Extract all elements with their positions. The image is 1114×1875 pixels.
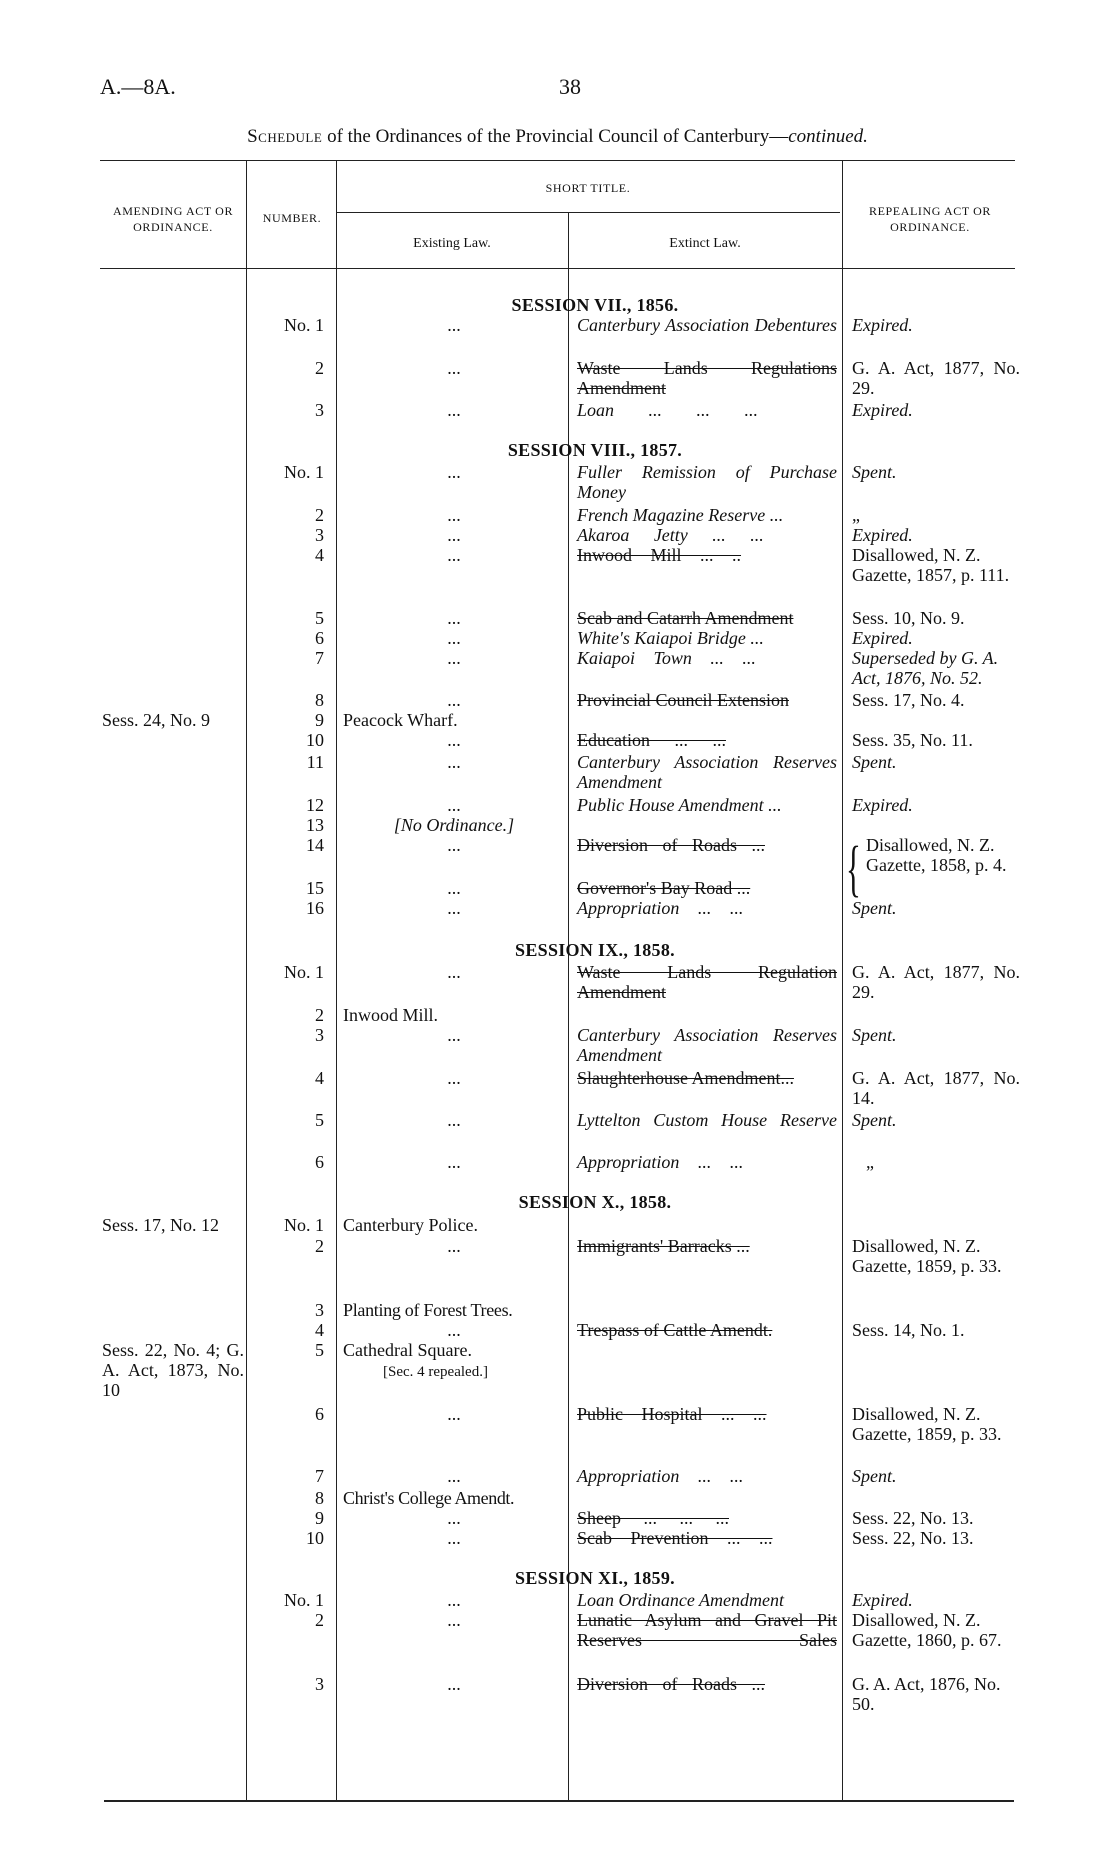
row-number: 7 — [315, 1466, 324, 1486]
extinct-law — [577, 358, 837, 398]
repealing-act: Expired. — [852, 525, 913, 545]
row-number: No. 1 — [284, 1215, 324, 1235]
schedule-word: Schedule — [247, 126, 323, 147]
repealing-act: Expired. — [852, 795, 913, 815]
repealing-act: Sess. 22, No. 13. — [852, 1508, 974, 1528]
row-number: 2 — [315, 1236, 324, 1256]
existing-law: ... — [447, 690, 461, 710]
extinct-law: Diversion of Roads ... — [577, 1674, 765, 1694]
row-number: 9 — [315, 1508, 324, 1528]
brace-glyph: { — [846, 835, 861, 903]
extinct-law: Education ... ... — [577, 730, 726, 750]
repealing-act: Expired. — [852, 628, 913, 648]
row-number: 10 — [306, 730, 324, 750]
row-number: No. 1 — [284, 315, 324, 335]
extinct-law-text: Canterbury Association Reserves Amendment — [577, 1025, 837, 1065]
repealing-act: Spent. — [852, 752, 897, 772]
table-bottom-rule — [104, 1800, 1014, 1802]
repealing-act: G. A. Act, 1877, No. 29. — [852, 358, 1020, 398]
row-number: 5 — [315, 608, 324, 628]
row-number: 2 — [315, 1610, 324, 1630]
row-number: 2 — [315, 358, 324, 378]
repealing-act: Spent. — [852, 1110, 897, 1130]
repealing-act: Spent. — [852, 462, 897, 482]
existing-law: ... — [447, 878, 461, 898]
row-number: 2 — [315, 505, 324, 525]
row-number: 10 — [306, 1528, 324, 1548]
extinct-law: French Magazine Reserve ... — [577, 505, 784, 525]
existing-law: ... — [447, 1320, 461, 1340]
existing-law: ... — [447, 1236, 461, 1256]
row-number: 14 — [306, 835, 324, 855]
row-number: 12 — [306, 795, 324, 815]
repealing-act: Sess. 35, No. 11. — [852, 730, 973, 750]
existing-law: ... — [447, 752, 461, 772]
existing-law: ... — [447, 1610, 461, 1630]
extinct-law: Appropriation ... ... — [577, 1152, 744, 1172]
extinct-law: Trespass of Cattle Amendt. — [577, 1320, 773, 1340]
existing-law: ... — [447, 1466, 461, 1486]
row-number: 3 — [315, 1300, 324, 1320]
existing-law-note: [Sec. 4 repealed.] — [383, 1364, 488, 1380]
extinct-law-text: Canterbury Association Debentures — [577, 315, 837, 335]
row-number: 7 — [315, 648, 324, 668]
extinct-law: Sheep ... ... ... — [577, 1508, 729, 1528]
existing-law: Inwood Mill. — [343, 1005, 439, 1025]
existing-law: ... — [447, 898, 461, 918]
row-number: 3 — [315, 1674, 324, 1694]
extinct-law: Scab and Catarrh Amendment — [577, 608, 794, 628]
existing-law: ... — [447, 730, 461, 750]
session-heading: SESSION VII., 1856. — [511, 295, 679, 315]
session-heading: SESSION XI., 1859. — [515, 1568, 675, 1588]
row-number: 8 — [315, 690, 324, 710]
header-extinct-law: Extinct Law. — [669, 236, 741, 251]
existing-law: Cathedral Square. — [343, 1340, 472, 1360]
extinct-law — [577, 1110, 837, 1130]
extinct-law: Loan Ordinance Amendment — [577, 1590, 784, 1610]
extinct-law — [577, 1025, 837, 1065]
header-bottom-rule — [100, 268, 1015, 269]
extinct-law — [577, 462, 837, 502]
repealing-act: Expired. — [852, 1590, 913, 1610]
repealing-act: G. A. Act, 1877, No. 14. — [852, 1068, 1020, 1108]
repealing-act: Disallowed, N. Z. Gazette, 1859, p. 33. — [852, 1404, 1002, 1444]
extinct-law: Loan ... ... ... — [577, 400, 759, 420]
extinct-law: Appropriation ... ... — [577, 1466, 744, 1486]
page-number: 38 — [559, 74, 581, 99]
extinct-law-text: Canterbury Association Reserves Amendment — [577, 752, 837, 792]
repealing-act: Superseded by G. A. Act, 1876, No. 52. — [852, 648, 999, 688]
repealing-act: Spent. — [852, 1466, 897, 1486]
existing-law: ... — [447, 1508, 461, 1528]
existing-law: ... — [447, 358, 461, 378]
repealing-act: Spent. — [852, 898, 897, 918]
header-number: NUMBER. — [262, 211, 322, 225]
row-number: No. 1 — [284, 962, 324, 982]
existing-law: ... — [447, 505, 461, 525]
repealing-act: Sess. 10, No. 9. — [852, 608, 965, 628]
row-number: 6 — [315, 1152, 324, 1172]
row-number: 4 — [315, 1320, 324, 1340]
repealing-act: Sess. 22, No. 13. — [852, 1528, 974, 1548]
row-number: 6 — [315, 1404, 324, 1424]
amending-act: Sess. 17, No. 12 — [102, 1215, 220, 1235]
table-top-rule — [100, 160, 1015, 161]
extinct-law: Provincial Council Extension — [577, 690, 789, 710]
amending-act — [102, 1340, 244, 1400]
repealing-act — [866, 835, 1020, 875]
existing-law: ... — [447, 1110, 461, 1130]
row-number: 8 — [315, 1488, 324, 1508]
row-number: 9 — [315, 710, 324, 730]
extinct-law: Immigrants' Barracks ... — [577, 1236, 750, 1256]
row-number: 15 — [306, 878, 324, 898]
existing-law: Planting of Forest Trees. — [343, 1300, 513, 1320]
amending-act-text: Sess. 22, No. 4; G. A. Act, 1873, No. 10 — [102, 1340, 244, 1400]
existing-law: ... — [447, 1152, 461, 1172]
extinct-law-text: Waste Lands Regulations Amendment — [577, 358, 837, 398]
extinct-law: Diversion of Roads ... — [577, 835, 765, 855]
existing-law: ... — [447, 315, 461, 335]
existing-law: Peacock Wharf. — [343, 710, 458, 730]
repealing-act: „ — [852, 505, 860, 525]
existing-law: ... — [447, 400, 461, 420]
extinct-law: Inwood Mill ... .. — [577, 545, 742, 565]
extinct-law: Public House Amendment ... — [577, 795, 782, 815]
existing-law: ... — [447, 648, 461, 668]
schedule-title-text: of the Ordinances of the Provincial Council of Canterbury— — [327, 126, 789, 147]
row-number: 2 — [315, 1005, 324, 1025]
existing-law: ... — [447, 1674, 461, 1694]
header-amending: AMENDING ACT OR ORDINANCE. — [112, 204, 234, 234]
extinct-law: Slaughterhouse Amendment... — [577, 1068, 794, 1088]
row-number: 5 — [315, 1110, 324, 1130]
extinct-law — [577, 962, 837, 1002]
repealing-act: Sess. 17, No. 4. — [852, 690, 965, 710]
repealing-act: „ — [866, 1152, 874, 1172]
row-number: No. 1 — [284, 462, 324, 482]
extinct-law — [577, 315, 837, 335]
row-number: 5 — [315, 1340, 324, 1360]
row-number: 4 — [315, 1068, 324, 1088]
existing-law: ... — [447, 1404, 461, 1424]
row-number: 3 — [315, 400, 324, 420]
existing-law: ... — [447, 1590, 461, 1610]
extinct-law: Kaiapoi Town ... ... — [577, 648, 756, 668]
row-number: 3 — [315, 1025, 324, 1045]
extinct-law: Governor's Bay Road ... — [577, 878, 751, 898]
repealing-act: Expired. — [852, 315, 913, 335]
existing-law: ... — [447, 628, 461, 648]
column-rule-extinct — [842, 160, 843, 1800]
row-number: 4 — [315, 545, 324, 565]
extinct-law — [577, 752, 837, 792]
row-number: 16 — [306, 898, 324, 918]
repealing-act: G. A. Act, 1877, No. 29. — [852, 962, 1020, 1002]
extinct-law — [577, 1610, 837, 1650]
existing-law: ... — [447, 1025, 461, 1045]
row-number: 13 — [306, 815, 324, 835]
extinct-law: Appropriation ... ... — [577, 898, 744, 918]
header-existing-law: Existing Law. — [413, 236, 491, 251]
schedule-continued: continued. — [788, 126, 868, 147]
repealing-act: Spent. — [852, 1025, 897, 1045]
session-heading: SESSION VIII., 1857. — [507, 440, 683, 460]
extinct-law-text: Lyttelton Custom House Reserve — [577, 1110, 837, 1130]
header-short-title: SHORT TITLE. — [545, 181, 631, 195]
row-number: 3 — [315, 525, 324, 545]
row-number: 6 — [315, 628, 324, 648]
repealing-act: Expired. — [852, 400, 913, 420]
extinct-law-text: Fuller Remission of Purchase Money — [577, 462, 837, 502]
repealing-act: Disallowed, N. Z. Gazette, 1860, p. 67. — [852, 1610, 1002, 1650]
existing-law: Canterbury Police. — [343, 1215, 478, 1235]
existing-law: [No Ordinance.] — [393, 815, 515, 835]
existing-law: ... — [447, 962, 461, 982]
row-number: 11 — [306, 752, 324, 772]
existing-law: ... — [447, 545, 461, 565]
existing-law: ... — [447, 1528, 461, 1548]
session-heading: SESSION X., 1858. — [518, 1192, 672, 1212]
session-heading: SESSION IX., 1858. — [515, 940, 675, 960]
existing-law: ... — [447, 608, 461, 628]
existing-law: ... — [447, 525, 461, 545]
extinct-law: Akaroa Jetty ... ... — [577, 525, 764, 545]
extinct-law: Public Hospital ... ... — [577, 1404, 767, 1424]
repealing-act: G. A. Act, 1876, No. 50. — [852, 1674, 1001, 1714]
repealing-act-text: Disallowed, N. Z. Gazette, 1858, p. 4. — [866, 835, 1007, 875]
repealing-act: Sess. 14, No. 1. — [852, 1320, 965, 1340]
page-identifier: A.—8A. — [100, 74, 176, 99]
schedule-title — [100, 126, 1015, 148]
extinct-law: White's Kaiapoi Bridge ... — [577, 628, 764, 648]
short-title-rule — [336, 212, 840, 213]
header-repealing: REPEALING ACT OR ORDINANCE. — [868, 204, 992, 234]
extinct-law: Scab Prevention ... ... — [577, 1528, 773, 1548]
amending-act: Sess. 24, No. 9 — [102, 710, 211, 730]
column-rule-amending — [246, 160, 247, 1800]
existing-law: ... — [447, 795, 461, 815]
existing-law: ... — [447, 462, 461, 482]
extinct-law-text: Waste Lands Regulation Amendment — [577, 962, 837, 1002]
repealing-act: Disallowed, N. Z. Gazette, 1859, p. 33. — [852, 1236, 1002, 1276]
existing-law: ... — [447, 1068, 461, 1088]
repealing-act: Disallowed, N. Z. Gazette, 1857, p. 111. — [852, 545, 1010, 585]
existing-law: Christ's College Amendt. — [343, 1488, 515, 1508]
existing-law: ... — [447, 835, 461, 855]
column-rule-number — [336, 160, 337, 1800]
row-number: No. 1 — [284, 1590, 324, 1610]
extinct-law-text: Lunatic Asylum and Gravel Pit Reserves Sales — [577, 1610, 837, 1650]
